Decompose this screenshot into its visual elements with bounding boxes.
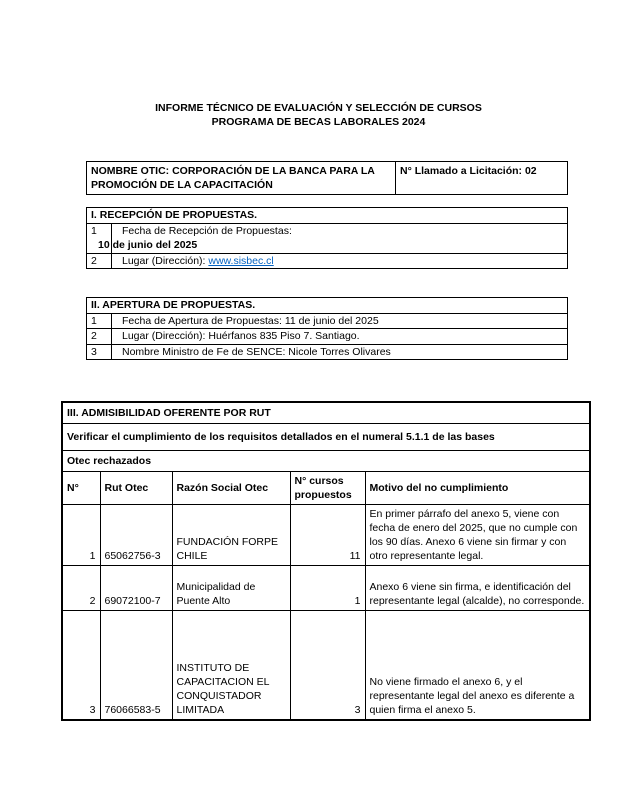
row-number: 2 [87, 329, 112, 345]
lugar-label: Lugar (Dirección): [122, 254, 209, 267]
section-recepcion-table [86, 207, 568, 269]
otic-info-table [86, 161, 568, 195]
cell-rut: 69072100-7 [100, 566, 172, 611]
lugar-apertura: Lugar (Dirección): Huérfanos 835 Piso 7. Santiago. [112, 329, 568, 345]
section-admisibilidad-table [61, 401, 591, 721]
cell-razon-social: INSTITUTO DE CAPACITACION EL CONQUISTADOR LIMITADA [172, 611, 290, 721]
cell-motivo: Anexo 6 viene sin firma, e identificación del representante legal (alcalde), no corresponde. [365, 566, 590, 611]
section-1-heading: I. RECEPCIÓN DE PROPUESTAS. [87, 208, 568, 224]
fecha-recepcion-value: 10 de junio del 2025 [98, 239, 198, 251]
table-row [62, 611, 590, 721]
cell-rut: 76066583-5 [100, 611, 172, 721]
fecha-recepcion [98, 223, 568, 253]
cell-cursos: 1 [290, 566, 365, 611]
llamado-number: N° Llamado a Licitación: 02 [396, 162, 568, 195]
otic-name: NOMBRE OTIC: CORPORACIÓN DE LA BANCA PARA LA PROMOCIÓN DE LA CAPACITACIÓN [87, 162, 396, 195]
row-number: 1 [87, 313, 112, 329]
title-line-2: PROGRAMA DE BECAS LABORALES 2024 [211, 116, 426, 128]
fecha-recepcion-label: Fecha de Recepción de Propuestas: [122, 224, 292, 237]
table-header-row [62, 472, 590, 505]
cell-num: 2 [62, 566, 100, 611]
section-3-subheading: Verificar el cumplimiento de los requisitos detallados en el numeral 5.1.1 de las bases [62, 424, 590, 451]
ministro-de-fe: Nombre Ministro de Fe de SENCE: Nicole Torres Olivares [112, 344, 568, 360]
sisbec-link[interactable]: www.sisbec.cl [208, 254, 274, 267]
section-2-heading: II. APERTURA DE PROPUESTAS. [87, 298, 568, 314]
column-header-cursos: N° cursos propuestos [290, 472, 365, 505]
cell-cursos: 11 [290, 505, 365, 566]
section-apertura-table [86, 297, 568, 360]
document-title [0, 101, 637, 129]
table-row [62, 566, 590, 611]
column-header-num: N° [62, 472, 100, 505]
cell-motivo: En primer párrafo del anexo 5, viene con fecha de enero del 2025, que no cumple con los 90 días. Anexo 6 viene sin firmar y con otro representante legal. [365, 505, 590, 566]
cell-rut: 65062756-3 [100, 505, 172, 566]
section-3-heading: III. ADMISIBILIDAD OFERENTE POR RUT [62, 402, 590, 424]
cell-razon-social: FUNDACIÓN FORPE CHILE [172, 505, 290, 566]
cell-num: 1 [62, 505, 100, 566]
cell-num: 3 [62, 611, 100, 721]
table-row [62, 505, 590, 566]
row-number: 2 [87, 253, 112, 269]
title-line-1: INFORME TÉCNICO DE EVALUACIÓN Y SELECCIÓN DE CURSOS [155, 102, 482, 114]
column-header-rut: Rut Otec [100, 472, 172, 505]
row-number: 1 [87, 223, 112, 253]
column-header-razon-social: Razón Social Otec [172, 472, 290, 505]
column-header-motivo: Motivo del no cumplimiento [365, 472, 590, 505]
cell-razon-social: Municipalidad de Puente Alto [172, 566, 290, 611]
cell-motivo: No viene firmado el anexo 6, y el representante legal del anexo es diferente a quien firma el anexo 5. [365, 611, 590, 721]
row-number: 3 [87, 344, 112, 360]
lugar-recepcion [112, 253, 568, 269]
otec-rechazados-label: Otec rechazados [62, 451, 590, 472]
fecha-apertura: Fecha de Apertura de Propuestas: 11 de junio del 2025 [112, 313, 568, 329]
cell-cursos: 3 [290, 611, 365, 721]
